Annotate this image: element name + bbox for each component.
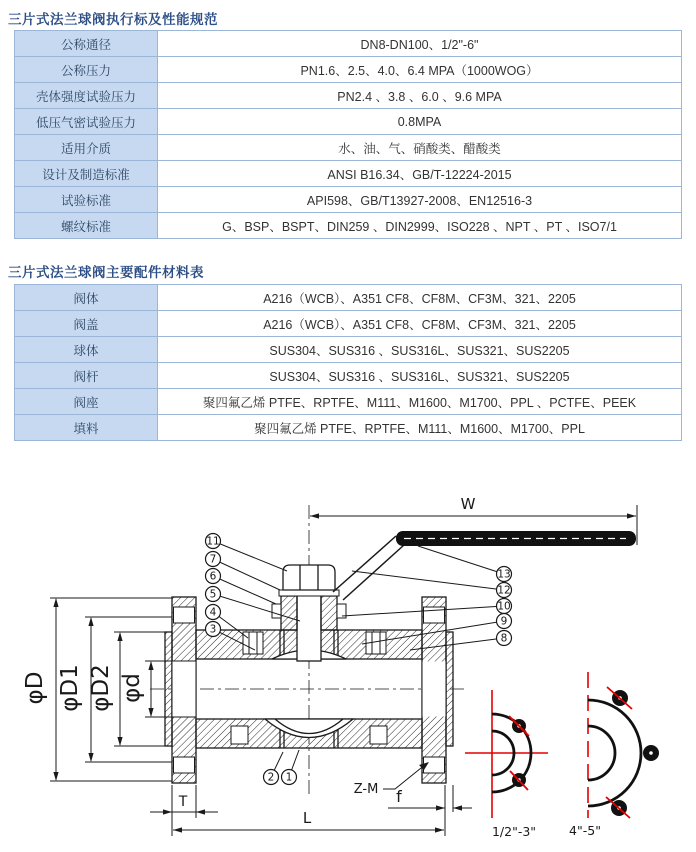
row-value: 聚四氟乙烯 PTFE、RPTFE、M111、M1600、M1700、PPL — [158, 415, 682, 441]
table-row — [15, 83, 682, 109]
flange-view-small — [465, 690, 548, 839]
row-value: PN2.4 、3.8 、6.0 、9.6 MPA — [158, 83, 682, 109]
table-row — [15, 161, 682, 187]
section-title-performance: 三片式法兰球阀执行标及性能规范 — [8, 12, 218, 27]
row-value: A216（WCB）、A351 CF8、CF8M、CF3M、321、2205 — [158, 285, 682, 311]
performance-spec-table — [14, 30, 682, 239]
table-row — [15, 389, 682, 415]
row-value: G、BSP、BSPT、DIN259 、DIN2999、ISO228 、NPT 、PT 、ISO7/1 — [158, 213, 682, 239]
row-label: 阀杆 — [15, 363, 158, 389]
table-row — [15, 57, 682, 83]
stem-hex-nut — [283, 565, 335, 590]
svg-text:φd: φd — [119, 673, 145, 703]
flange-view-large — [569, 672, 659, 838]
table-row — [15, 337, 682, 363]
callout-number: 6 — [209, 570, 217, 583]
svg-text:f: f — [396, 787, 402, 806]
table-row — [15, 213, 682, 239]
svg-text:T: T — [178, 794, 188, 810]
row-label: 适用介质 — [15, 135, 158, 161]
dimension-t — [150, 785, 218, 836]
spec-table-body-2 — [15, 285, 682, 441]
row-label: 球体 — [15, 337, 158, 363]
callout-number: 9 — [500, 615, 508, 628]
callout-number: 1 — [285, 771, 293, 784]
callout-number: 3 — [209, 623, 217, 636]
row-value: SUS304、SUS316 、SUS316L、SUS321、SUS2205 — [158, 337, 682, 363]
row-label: 螺纹标准 — [15, 213, 158, 239]
table-row — [15, 363, 682, 389]
handle — [333, 531, 636, 600]
svg-text:1/2"-3": 1/2"-3" — [491, 824, 537, 839]
row-value: A216（WCB）、A351 CF8、CF8M、CF3M、321、2205 — [158, 311, 682, 337]
table-row — [15, 311, 682, 337]
row-label: 阀座 — [15, 389, 158, 415]
row-value: 聚四氟乙烯 PTFE、RPTFE、M111、M1600、M1700、PPL 、PCTFE、PEEK — [158, 389, 682, 415]
table-row — [15, 285, 682, 311]
valve-technical-drawing — [0, 460, 696, 852]
row-value: 0.8MPA — [158, 109, 682, 135]
row-label: 试验标准 — [15, 187, 158, 213]
row-value: SUS304、SUS316 、SUS316L、SUS321、SUS2205 — [158, 363, 682, 389]
row-label: 壳体强度试验压力 — [15, 83, 158, 109]
svg-text:W: W — [460, 495, 476, 513]
row-label: 填料 — [15, 415, 158, 441]
table-row — [15, 135, 682, 161]
table-row — [15, 415, 682, 441]
table-row — [15, 31, 682, 57]
callout-number: 10 — [497, 600, 511, 613]
row-label: 低压气密试验压力 — [15, 109, 158, 135]
svg-text:Z-M: Z-M — [353, 782, 379, 797]
callout-number: 5 — [209, 588, 217, 601]
row-value: ANSI B16.34、GB/T-12224-2015 — [158, 161, 682, 187]
row-label: 公称通径 — [15, 31, 158, 57]
dimension-zm — [354, 762, 429, 797]
row-value: API598、GB/T13927-2008、EN12516-3 — [158, 187, 682, 213]
spec-table-body-1 — [15, 31, 682, 239]
dimension-f — [388, 785, 472, 812]
row-label: 设计及制造标准 — [15, 161, 158, 187]
callout-number: 8 — [500, 632, 508, 645]
row-value: DN8-DN100、1/2"-6" — [158, 31, 682, 57]
section-title-materials: 三片式法兰球阀主要配件材料表 — [8, 265, 204, 280]
row-value: 水、油、气、硝酸类、醋酸类 — [158, 135, 682, 161]
row-label: 阀盖 — [15, 311, 158, 337]
callout-number: 11 — [206, 535, 220, 548]
callout-number: 2 — [267, 771, 275, 784]
callout-number: 7 — [209, 553, 217, 566]
svg-text:4"-5": 4"-5" — [569, 823, 601, 838]
callout-number: 12 — [497, 584, 511, 597]
materials-table — [14, 284, 682, 441]
callout-number: 4 — [209, 606, 217, 619]
svg-text:L: L — [302, 809, 312, 827]
svg-text:φD: φD — [22, 671, 48, 705]
table-row — [15, 187, 682, 213]
svg-text:φD2: φD2 — [88, 664, 114, 712]
svg-text:φD1: φD1 — [57, 664, 83, 712]
callout-number: 13 — [497, 568, 511, 581]
row-label: 公称压力 — [15, 57, 158, 83]
row-value: PN1.6、2.5、4.0、6.4 MPA（1000WOG） — [158, 57, 682, 83]
row-label: 阀体 — [15, 285, 158, 311]
table-row — [15, 109, 682, 135]
